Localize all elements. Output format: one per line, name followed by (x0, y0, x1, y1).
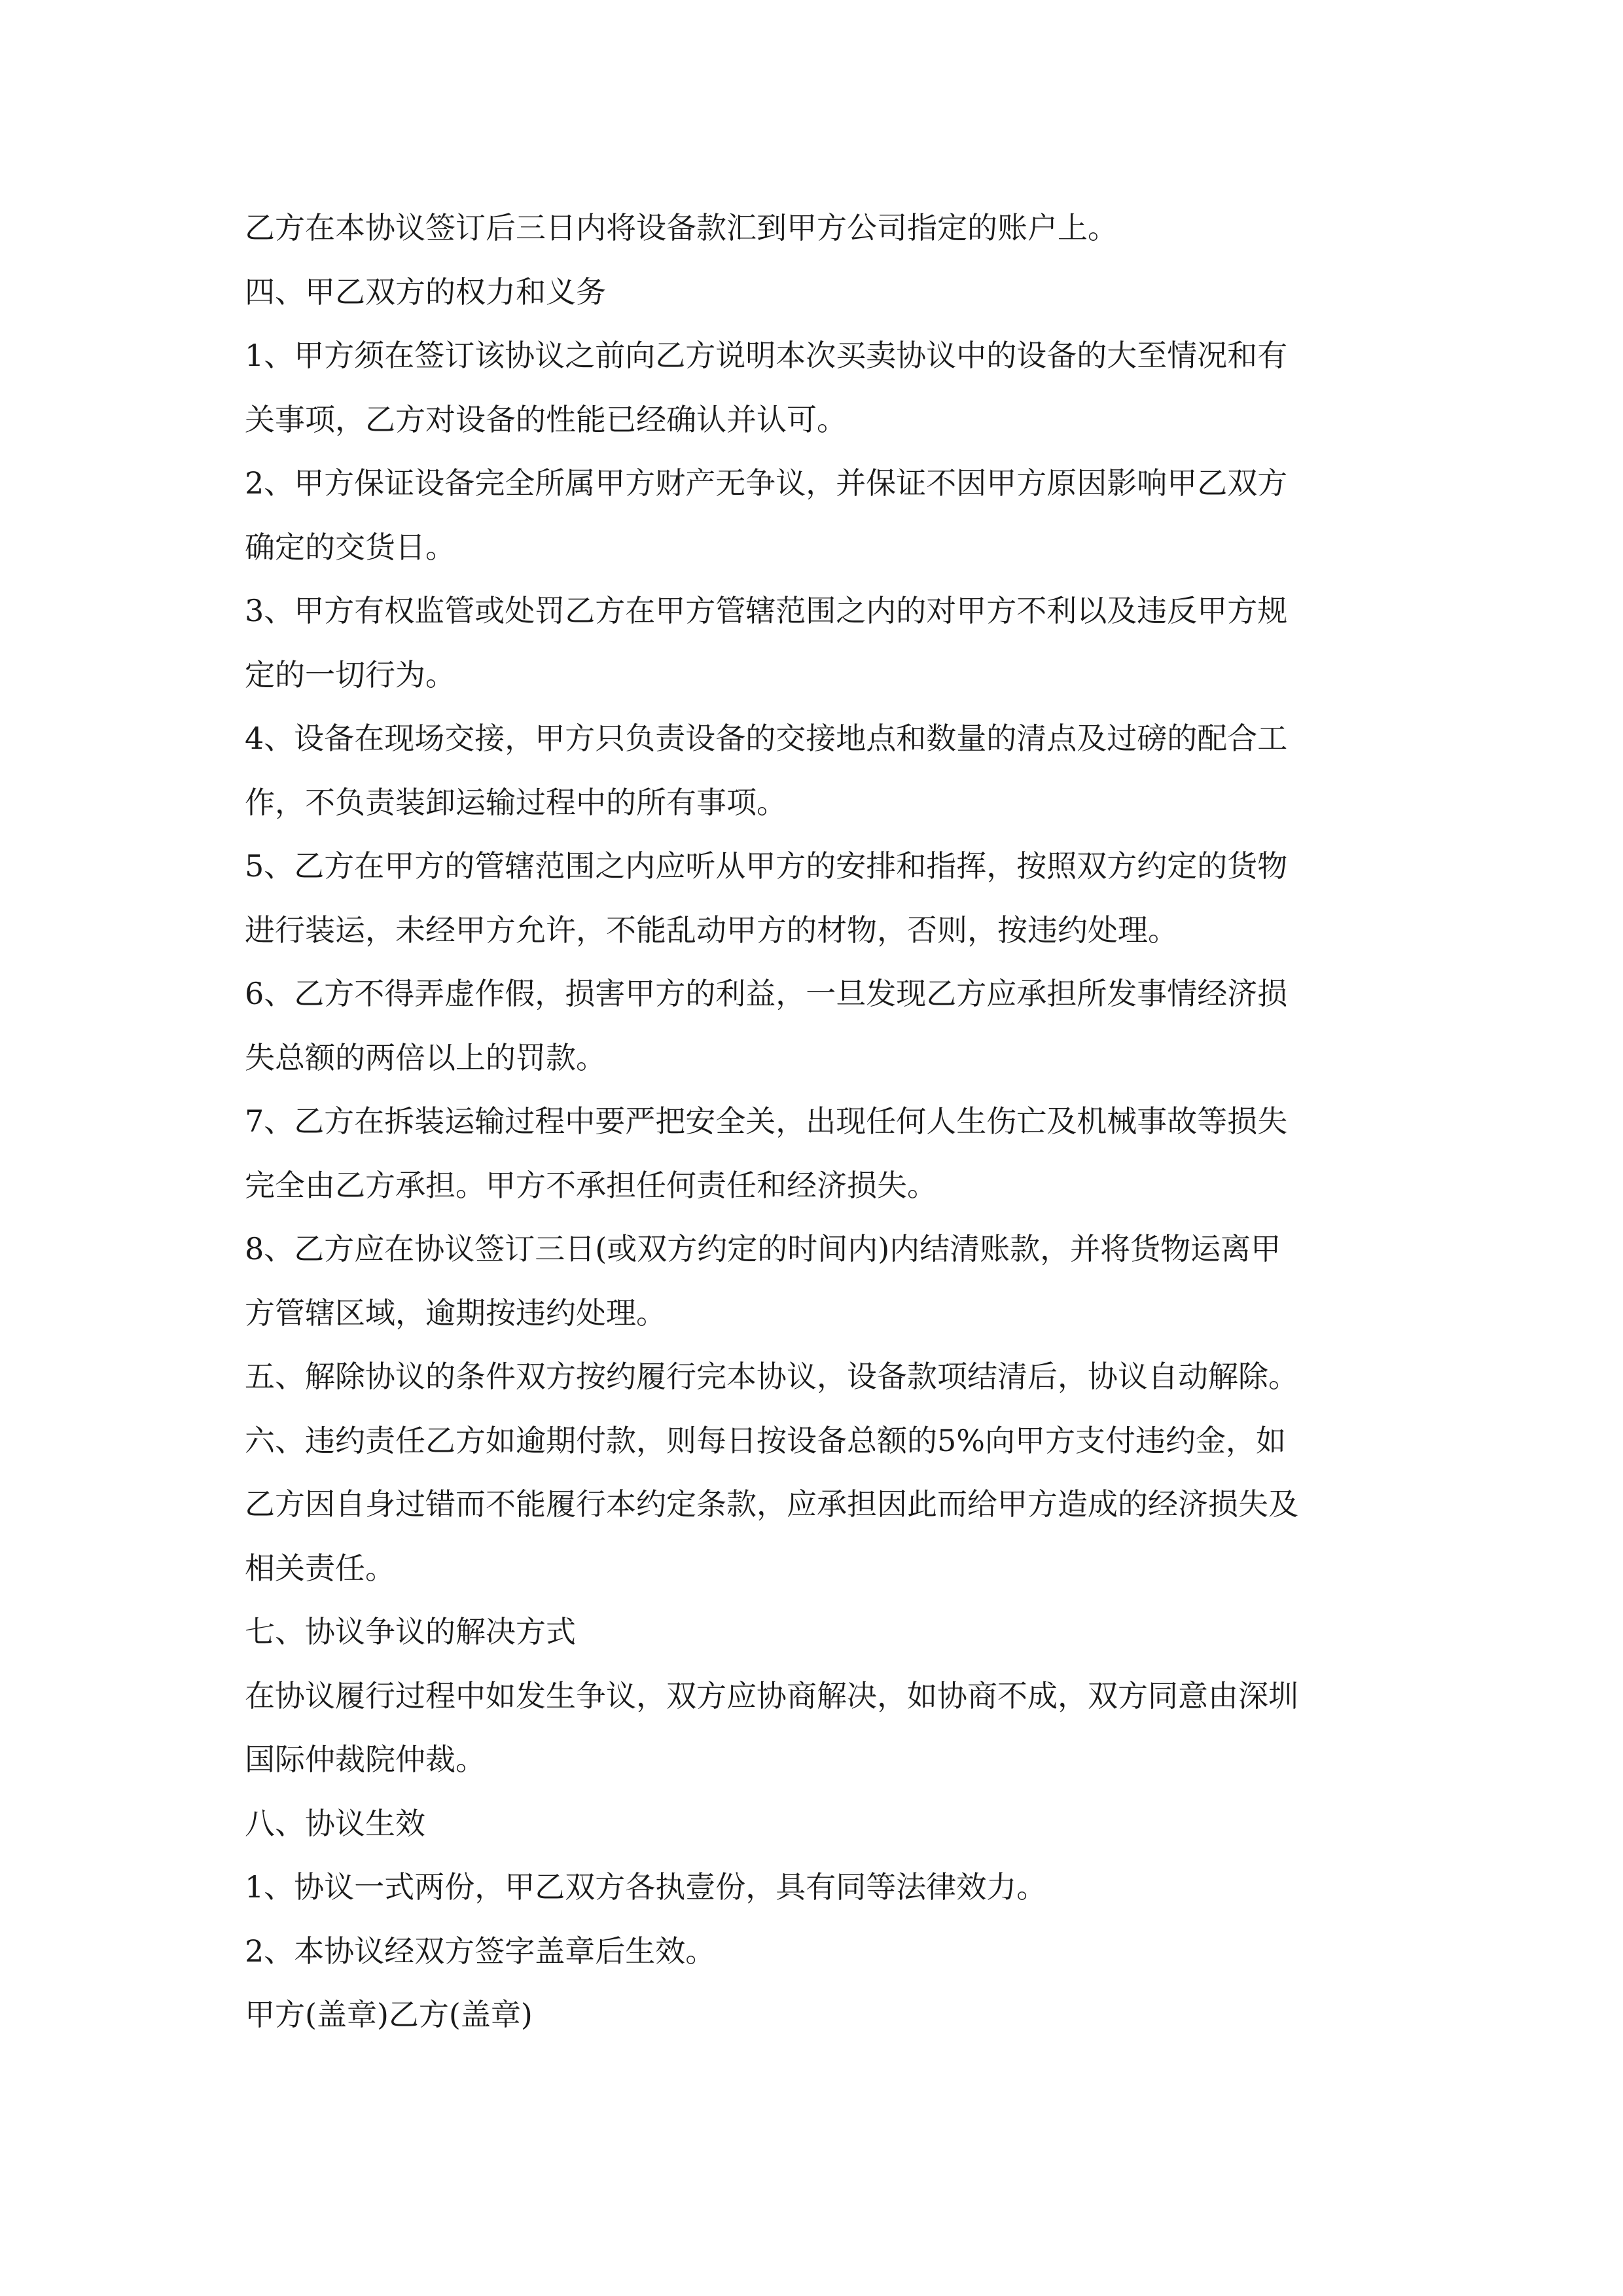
text-line: 6、乙方不得弄虚作假，损害甲方的利益，一旦发现乙方应承担所发事情经济损 (245, 976, 1288, 1011)
section-heading: 七、协议争议的解决方式 (245, 1614, 576, 1649)
text-line: 2、本协议经双方签字盖章后生效。 (245, 1933, 716, 1969)
text-line: 完全由乙方承担。甲方不承担任何责任和经济损失。 (245, 1167, 937, 1203)
text-line: 乙方在本协议签订后三日内将设备款汇到甲方公司指定的账户上。 (245, 210, 1118, 245)
text-line: 作，不负责装卸运输过程中的所有事项。 (245, 784, 787, 820)
text-line: 7、乙方在拆装运输过程中要严把安全关，出现任何人生伤亡及机械事故等损失 (245, 1103, 1288, 1139)
document-body (245, 196, 1397, 2047)
text-line: 在协议履行过程中如发生争议，双方应协商解决，如协商不成，双方同意由深圳 (245, 1677, 1298, 1713)
text-line: 定的一切行为。 (245, 656, 455, 692)
text-line: 乙方因自身过错而不能履行本约定条款，应承担因此而给甲方造成的经济损失及 (245, 1486, 1298, 1522)
text-line: 国际仲裁院仲裁。 (245, 1742, 486, 1777)
text-line: 3、甲方有权监管或处罚乙方在甲方管辖范围之内的对甲方不利以及违反甲方规 (245, 593, 1288, 628)
text-line: 2、甲方保证设备完全所属甲方财产无争议，并保证不因甲方原因影响甲乙双方 (245, 465, 1288, 501)
text-line: 进行装运，未经甲方允许，不能乱动甲方的材物，否则，按违约处理。 (245, 912, 1178, 948)
text-line: 相关责任。 (245, 1550, 395, 1586)
text-line: 8、乙方应在协议签订三日(或双方约定的时间内)内结清账款，并将货物运离甲 (245, 1231, 1281, 1266)
section-heading: 八、协议生效 (245, 1805, 425, 1841)
text-line: 关事项，乙方对设备的性能已经确认并认可。 (245, 401, 847, 437)
text-line: 方管辖区域，逾期按违约处理。 (245, 1295, 666, 1331)
text-line: 1、甲方须在签订该协议之前向乙方说明本次买卖协议中的设备的大至情况和有 (245, 338, 1288, 373)
text-line: 确定的交货日。 (245, 529, 455, 565)
text-line: 失总额的两倍以上的罚款。 (245, 1039, 606, 1075)
text-line: 4、设备在现场交接，甲方只负责设备的交接地点和数量的清点及过磅的配合工 (245, 721, 1288, 756)
section-heading: 六、违约责任乙方如逾期付款，则每日按设备总额的5%向甲方支付违约金，如 (245, 1422, 1286, 1458)
section-heading: 四、甲乙双方的权力和义务 (245, 274, 606, 310)
text-line: 1、协议一式两份，甲乙双方各执壹份，具有同等法律效力。 (245, 1869, 1047, 1905)
signature-line: 甲方(盖章)乙方(盖章) (245, 1997, 533, 2032)
text-line: 5、乙方在甲方的管辖范围之内应听从甲方的安排和指挥，按照双方约定的货物 (245, 848, 1288, 884)
section-heading: 五、解除协议的条件双方按约履行完本协议，设备款项结清后，协议自动解除。 (245, 1359, 1298, 1394)
